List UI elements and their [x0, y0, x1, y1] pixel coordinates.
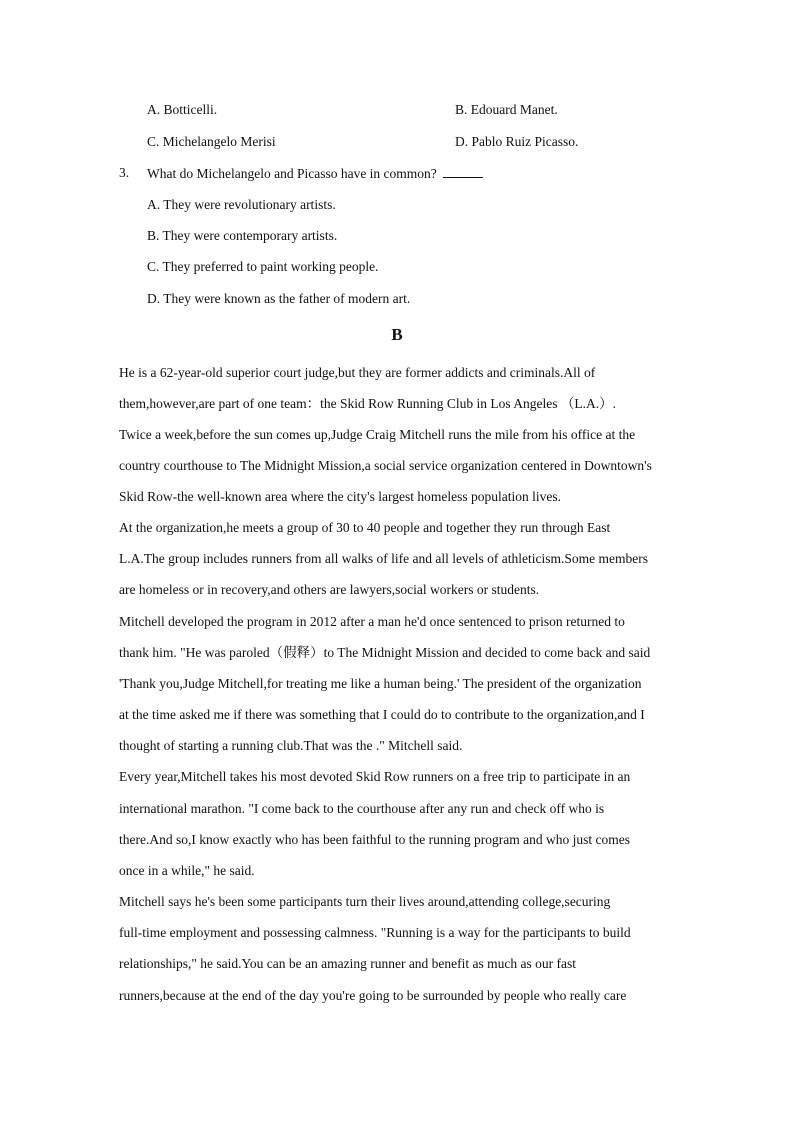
- passage-line: full-time employment and possessing calmness. "Running is a way for the participants to build: [119, 925, 631, 940]
- passage-line: thank him. "He was paroled（假释）to The Midnight Mission and decided to come back and said: [119, 645, 651, 660]
- passage-line: thought of starting a running club.That was the ." Mitchell said.: [119, 738, 463, 753]
- q3-option-row-c: [0, 259, 794, 279]
- passage-line: Skid Row-the well-known area where the city's largest homeless population lives.: [119, 489, 561, 504]
- q3-option-d: D. They were known as the father of modern art.: [147, 291, 411, 306]
- q3-option-b: B. They were contemporary artists.: [147, 228, 338, 243]
- q2-option-a: A. Botticelli.: [147, 102, 218, 117]
- q2-option-c: C. Michelangelo Merisi: [147, 134, 276, 149]
- passage-line: are homeless or in recovery,and others are lawyers,social workers or students.: [119, 582, 540, 597]
- passage-line: L.A.The group includes runners from all walks of life and all levels of athleticism.Some members: [119, 551, 648, 566]
- q2-options-row-1: [0, 102, 794, 122]
- q2-option-d: D. Pablo Ruiz Picasso.: [455, 134, 579, 149]
- q3-text: What do Michelangelo and Picasso have in common?: [147, 166, 437, 181]
- passage-line: 'Thank you,Judge Mitchell,for treating me like a human being.' The president of the organization: [119, 676, 642, 691]
- q2-option-b: B. Edouard Manet.: [455, 102, 558, 117]
- passage-line: Every year,Mitchell takes his most devoted Skid Row runners on a free trip to participate in an: [119, 769, 631, 784]
- passage-line: relationships," he said.You can be an amazing runner and benefit as much as our fast: [119, 956, 577, 971]
- q3-number: 3.: [119, 165, 130, 180]
- q3-option-a: A. They were revolutionary artists.: [147, 197, 336, 212]
- q3-option-c: C. They preferred to paint working people.: [147, 259, 379, 274]
- q3-option-row-d: [0, 291, 794, 311]
- q3-option-row-b: [0, 228, 794, 248]
- q3-option-row-a: [0, 197, 794, 217]
- passage-line: there.And so,I know exactly who has been faithful to the running program and who just comes: [119, 832, 631, 847]
- passage-line: once in a while," he said.: [119, 863, 255, 878]
- passage-line: international marathon. "I come back to the courthouse after any run and check off who is: [119, 801, 605, 816]
- passage-line: He is a 62-year-old superior court judge,but they are former addicts and criminals.All of: [119, 365, 596, 380]
- passage-line: runners,because at the end of the day you're going to be surrounded by people who really care: [119, 988, 627, 1003]
- passage-line: Mitchell developed the program in 2012 after a man he'd once sentenced to prison returned to: [119, 614, 625, 629]
- q3-text-wrap: [147, 165, 483, 182]
- passage-line: country courthouse to The Midnight Mission,a social service organization centered in Downtown's: [119, 458, 652, 473]
- passage-line: Twice a week,before the sun comes up,Judge Craig Mitchell runs the mile from his office at the: [119, 427, 636, 442]
- q3-question: [0, 165, 794, 185]
- passage-line: At the organization,he meets a group of 30 to 40 people and together they run through East: [119, 520, 611, 535]
- answer-blank: [443, 165, 483, 178]
- section-heading: B: [391, 325, 403, 344]
- passage-line: them,however,are part of one team：the Skid Row Running Club in Los Angeles （L.A.）.: [119, 396, 617, 411]
- passage-line: at the time asked me if there was something that I could do to contribute to the organization,and I: [119, 707, 645, 722]
- q2-options-row-2: [0, 134, 794, 154]
- passage-line: Mitchell says he's been some participants turn their lives around,attending college,securing: [119, 894, 611, 909]
